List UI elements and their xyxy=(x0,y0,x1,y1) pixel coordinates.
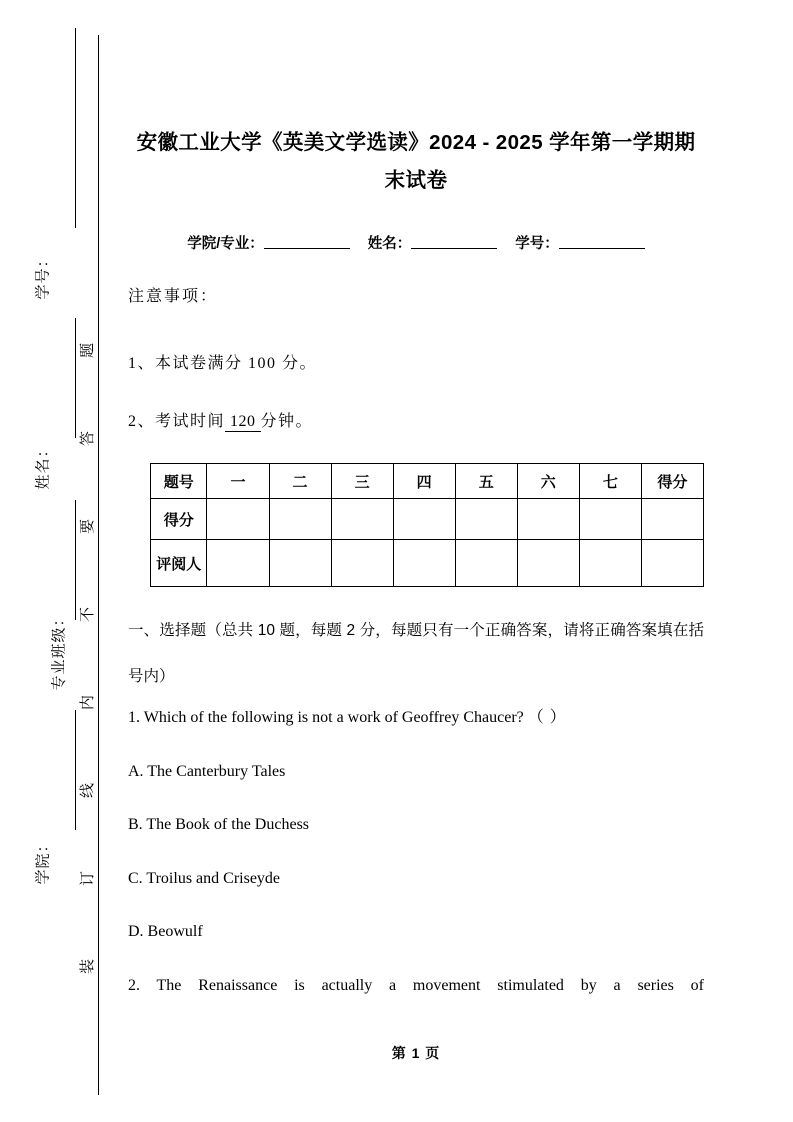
student-no-label: 学号： xyxy=(515,236,559,252)
reviewer-entry-cell[interactable] xyxy=(579,540,641,587)
seal-char-7: 装 xyxy=(80,958,97,975)
reviewer-entry-cell[interactable] xyxy=(641,540,703,587)
table-row xyxy=(151,499,704,540)
seal-char-6: 订 xyxy=(80,870,97,887)
question-2-number: 2. xyxy=(128,977,140,994)
question-1-answer-space[interactable]: （ ） xyxy=(527,709,567,726)
score-table-cell: 一 xyxy=(207,464,269,499)
notice-item-2-suffix: 分钟。 xyxy=(260,413,314,430)
student-no-blank[interactable] xyxy=(559,248,645,249)
notice-item-2-prefix: 2、考试时间 xyxy=(128,413,226,430)
reviewer-entry-cell[interactable] xyxy=(207,540,269,587)
page-title: 安徽工业大学《英美文学选读》2024 - 2025 学年第一学期期末试卷 xyxy=(136,131,696,192)
question-1-number: 1. xyxy=(128,709,140,726)
vertical-field-class: 专业班级： xyxy=(51,610,68,691)
score-entry-cell[interactable] xyxy=(455,499,517,540)
seal-char-3: 不 xyxy=(80,606,97,623)
reviewer-entry-cell[interactable] xyxy=(331,540,393,587)
question-1-option-b[interactable]: B. The Book of the Duchess xyxy=(128,816,310,833)
score-table-cell: 二 xyxy=(269,464,331,499)
score-table-cell: 三 xyxy=(331,464,393,499)
score-entry-cell[interactable] xyxy=(579,499,641,540)
score-entry-cell[interactable] xyxy=(393,499,455,540)
vertical-field-student-no: 学号： xyxy=(35,251,52,300)
student-id-line xyxy=(128,232,704,253)
name-label: 姓名： xyxy=(367,236,412,252)
score-table-row-label: 得分 xyxy=(151,499,207,540)
seal-line-characters xyxy=(74,340,100,1040)
score-table xyxy=(150,463,704,587)
notice-heading: 注意事项： xyxy=(128,288,219,305)
table-row xyxy=(151,540,704,587)
score-entry-cell[interactable] xyxy=(207,499,269,540)
question-1-stem xyxy=(128,706,704,730)
reviewer-entry-cell[interactable] xyxy=(393,540,455,587)
question-2-text: The Renaissance is actually a movement stimulated by a series of xyxy=(156,977,705,994)
vertical-field-college: 学院： xyxy=(35,836,52,885)
vertical-field-name: 姓名： xyxy=(35,441,52,490)
score-table-cell: 七 xyxy=(579,464,641,499)
table-row xyxy=(151,464,704,499)
notice-item-1: 1、本试卷满分 100 分。 xyxy=(128,355,318,372)
seal-char-1: 答 xyxy=(80,430,97,447)
reviewer-entry-cell[interactable] xyxy=(455,540,517,587)
seal-char-5: 线 xyxy=(80,782,97,799)
score-entry-cell[interactable] xyxy=(331,499,393,540)
score-table-row-label: 题号 xyxy=(151,464,207,499)
field-underline-0 xyxy=(75,28,76,228)
score-entry-cell[interactable] xyxy=(641,499,703,540)
notice-item-2 xyxy=(128,408,313,432)
seal-char-0: 题 xyxy=(80,342,97,359)
score-table-cell: 四 xyxy=(393,464,455,499)
score-table-cell: 五 xyxy=(455,464,517,499)
document-body xyxy=(128,0,704,1122)
left-margin-fields xyxy=(18,60,66,1060)
score-table-row-label: 评阅人 xyxy=(151,540,207,587)
college-major-blank[interactable] xyxy=(264,248,350,249)
college-major-label: 学院/专业： xyxy=(187,236,264,252)
question-1-option-d[interactable]: D. Beowulf xyxy=(128,923,203,940)
page-footer: 第 1 页 xyxy=(391,1045,441,1061)
section-heading: 一、选择题（总共 10 题，每题 2 分，每题只有一个正确答案，请将正确答案填在括号内） xyxy=(128,622,704,685)
question-2-stem xyxy=(128,974,704,998)
reviewer-entry-cell[interactable] xyxy=(517,540,579,587)
question-1-text: Which of the following is not a work of Geoffrey Chaucer? xyxy=(143,709,524,726)
score-table-cell-total: 得分 xyxy=(641,464,703,499)
question-1-option-c[interactable]: C. Troilus and Criseyde xyxy=(128,870,281,887)
score-entry-cell[interactable] xyxy=(517,499,579,540)
score-table-cell: 六 xyxy=(517,464,579,499)
seal-char-4: 内 xyxy=(80,694,97,711)
exam-duration-value: 120 xyxy=(225,413,261,432)
seal-char-2: 要 xyxy=(80,518,97,535)
question-1-option-a[interactable]: A. The Canterbury Tales xyxy=(128,763,286,780)
score-entry-cell[interactable] xyxy=(269,499,331,540)
reviewer-entry-cell[interactable] xyxy=(269,540,331,587)
name-blank[interactable] xyxy=(411,248,497,249)
